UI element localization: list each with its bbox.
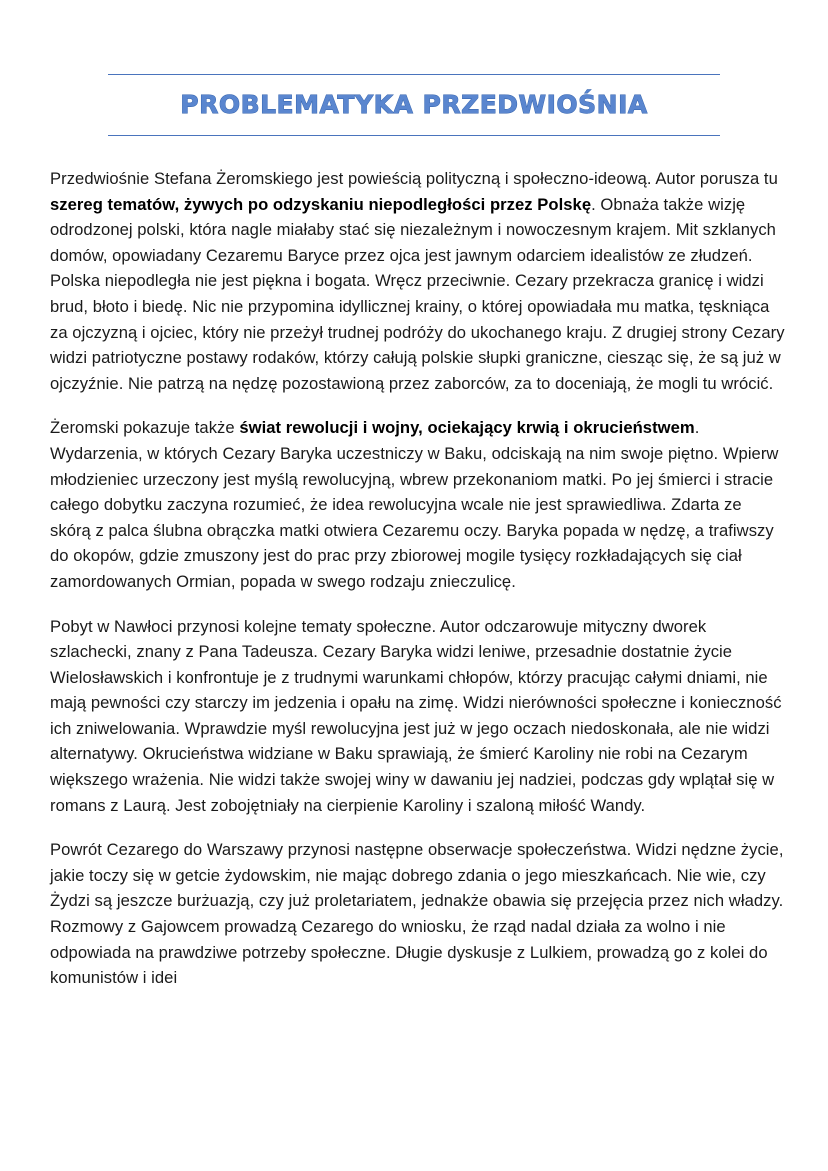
paragraph-1-text-end: . Obnaża także wizję odrodzonej polski, która nagle miałaby stać się niezależnym i nowoczesnym krajem. Mit szklanych domów, opowiadany Cezaremu Baryce przez ojca jest jawnym odarciem idealistów ze złudzeń. Polska niepodległa nie jest piękna i bogata. Wręcz przeciwnie. Cezary przekracza granicę i widzi brud, błoto i biedę. Nic nie przypomina idyllicznej krainy, o której opowiadała mu matka, tęskniąca za ojczyzną i ojciec, który nie przeżył trudnej podróży do ukochanego kraju. Z drugiej strony Cezary widzi patriotyczne postawy rodaków, którzy całują polskie słupki graniczne, ciesząc się, że są już w ojczyźnie. Nie patrzą na nędzę pozostawioną przez zaborców, za to doceniają, że mogli tu wrócić. bbox=[50, 194, 785, 393]
title-bottom-divider bbox=[108, 135, 720, 136]
paragraph-3-text: Pobyt w Nawłoci przynosi kolejne tematy społeczne. Autor odczarowuje mityczny dworek szlachecki, znany z Pana Tadeusza. Cezary Baryka widzi leniwe, przesadnie dostatnie życie Wielosławskich i konfrontuje je z trudnymi warunkami chłopów, którzy pracując całymi dniami, nie mają pewności czy starczy im jedzenia i opału na zimę. Widzi nierówności społeczne i konieczność ich zniwelowania. Wprawdzie myśl rewolucyjna jest już w jego oczach niedoskonała, ale nie widzi alternatywy. Okrucieństwa widziane w Baku sprawiają, że śmierć Karoliny nie robi na Cezarym większego wrażenia. Nie widzi także swojej winy w dawaniu jej nadziei, podczas gdy wplątał się w romans z Laurą. Jest zobojętniały na cierpienie Karoliny i szaloną miłość Wandy. bbox=[50, 616, 782, 815]
paragraph-2-text-end: . Wydarzenia, w których Cezary Baryka uczestniczy w Baku, odciskają na nim swoje piętno. Wpierw młodzieniec urzeczony jest myślą rewolucyjną, wbrew przekonaniom matki. Po jej śmierci i stracie całego dobytku zaczyna rozumieć, że idea rewolucyjna wcale nie jest sprawiedliwa. Zdarta ze skórą z palca ślubna obrączka matki otwiera Cezaremu oczy. Baryka popada w nędzę, a trafiwszy do okopów, gdzie zmuszony jest do prac przy zbiorowej mogile tysięcy rozkładających się ciał zamordowanych Ormian, popada w swego rodzaju znieczulicę. bbox=[50, 418, 779, 591]
paragraph-2 bbox=[50, 415, 785, 594]
page-title-text: PROBLEMATYKA PRZEDWIOŚNIA bbox=[180, 90, 648, 119]
paragraph-1 bbox=[50, 166, 785, 396]
page-title bbox=[108, 88, 720, 122]
paragraph-4-text: Powrót Cezarego do Warszawy przynosi następne obserwacje społeczeństwa. Widzi nędzne życie, jakie toczy się w getcie żydowskim, nie mając dobrego zdania o jego mieszkańcach. Nie wie, czy Żydzi są jeszcze burżuazją, czy już proletariatem, jednakże obawia się przejęcia przez nich władzy. Rozmowy z Gajowcem prowadzą Cezarego do wniosku, że rząd nadal działa za wolno i nie odpowiada na prawdziwe potrzeby społeczne. Długie dyskusje z Lulkiem, prowadzą go z kolei do komunistów i idei bbox=[50, 840, 784, 988]
paragraph-4 bbox=[50, 837, 785, 991]
paragraph-1-text-start: Przedwiośnie Stefana Żeromskiego jest powieścią polityczną i społeczno-ideową. Autor porusza tu bbox=[50, 169, 778, 188]
paragraph-2-text-start: Żeromski pokazuje także bbox=[50, 418, 240, 438]
paragraph-1-emphasis: szereg tematów, żywych po odzyskaniu niepodległości przez Polskę bbox=[50, 194, 592, 214]
document-body bbox=[50, 166, 785, 1010]
title-top-divider bbox=[108, 74, 720, 75]
paragraph-3 bbox=[50, 614, 785, 819]
paragraph-2-emphasis: świat rewolucji i wojny, ociekający krwią i okrucieństwem bbox=[239, 418, 695, 438]
